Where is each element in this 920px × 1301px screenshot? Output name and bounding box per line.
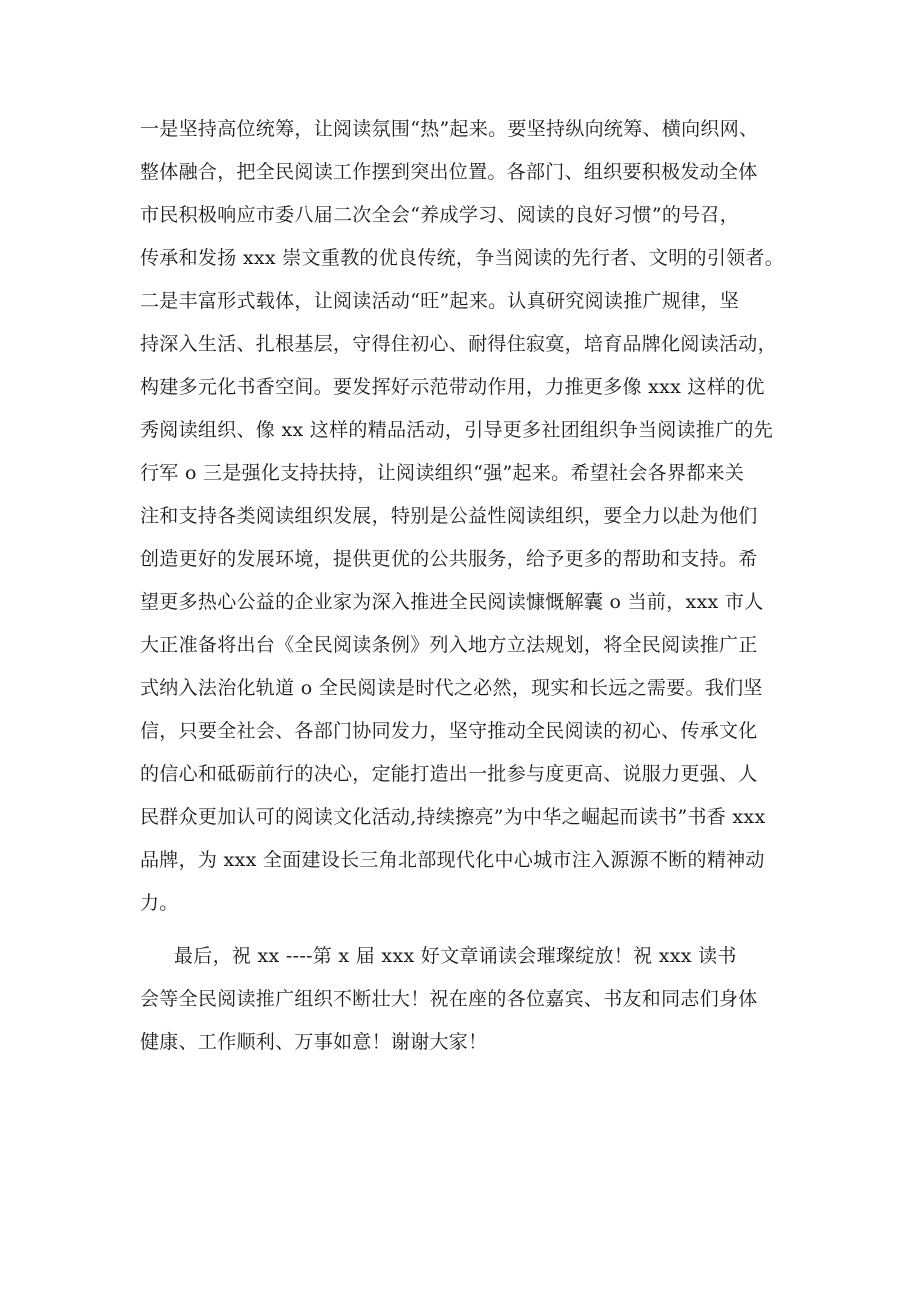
paragraph-line: 信，只要全社会、各部门协同发力，坚守推动全民阅读的初心、传承文化 bbox=[140, 720, 758, 742]
paragraph-line: 力。 bbox=[140, 892, 179, 914]
paragraph-line: 式纳入法治化轨道 o 全民阅读是时代之必然，现实和长远之需要。我们坚 bbox=[140, 677, 763, 699]
paragraph-line: 大正准备将出台《全民阅读条例》列入地方立法规划，将全民阅读推广正 bbox=[140, 634, 758, 656]
paragraph-line: 持深入生活、扎根基层，守得住初心、耐得住寂寞，培育品牌化阅读活动， bbox=[140, 333, 777, 355]
paragraph-line: 的信心和砥砺前行的决心，定能打造出一批参与度更高、说服力更强、人 bbox=[140, 763, 758, 785]
paragraph-line: 民群众更加认可的阅读文化活动,持续擦亮”为中华之崛起而读书”书香 xxx bbox=[140, 806, 766, 828]
paragraph-line: 构建多元化书香空间。要发挥好示范带动作用，力推更多像 xxx 这样的优 bbox=[140, 376, 765, 398]
paragraph-line: 行军 o 三是强化支持扶持，让阅读组织“强”起来。希望社会各界都来关 bbox=[140, 462, 745, 484]
paragraph-line: 一是坚持高位统筹，让阅读氛围“热”起来。要坚持纵向统筹、横向织网、 bbox=[140, 118, 759, 140]
paragraph-line: 市民积极响应市委八届二次全会“养成学习、阅读的良好习惯”的号召， bbox=[140, 204, 740, 226]
closing-paragraph-line: 会等全民阅读推广组织不断壮大！祝在座的各位嘉宾、书友和同志们身体 bbox=[140, 988, 758, 1010]
paragraph-line: 注和支持各类阅读组织发展，特别是公益性阅读组织，要全力以赴为他们 bbox=[140, 505, 758, 527]
paragraph-line: 二是丰富形式载体，让阅读活动“旺”起来。认真研究阅读推广规律，坚 bbox=[140, 290, 740, 312]
paragraph-line: 整体融合，把全民阅读工作摆到突出位置。各部门、组织要积极发动全体 bbox=[140, 161, 758, 183]
paragraph-line: 望更多热心公益的企业家为深入推进全民阅读慷慨解囊 o 当前，xxx 市人 bbox=[140, 591, 764, 613]
paragraph-line: 品牌，为 xxx 全面建设长三角北部现代化中心城市注入源源不断的精神动 bbox=[140, 849, 765, 871]
closing-paragraph-line: 最后，祝 xx ----第 x 届 xxx 好文章诵读会璀璨绽放！祝 xxx 读书 bbox=[174, 945, 737, 967]
paragraph-line: 创造更好的发展环境，提供更优的公共服务，给予更多的帮助和支持。希 bbox=[140, 548, 758, 570]
paragraph-line: 秀阅读组织、像 xx 这样的精品活动，引导更多社团组织争当阅读推广的先 bbox=[140, 419, 774, 441]
closing-paragraph-line: 健康、工作顺利、万事如意！谢谢大家！ bbox=[140, 1031, 488, 1053]
paragraph-line: 传承和发扬 xxx 崇文重教的优良传统，争当阅读的先行者、文明的引领者。 bbox=[140, 247, 785, 269]
